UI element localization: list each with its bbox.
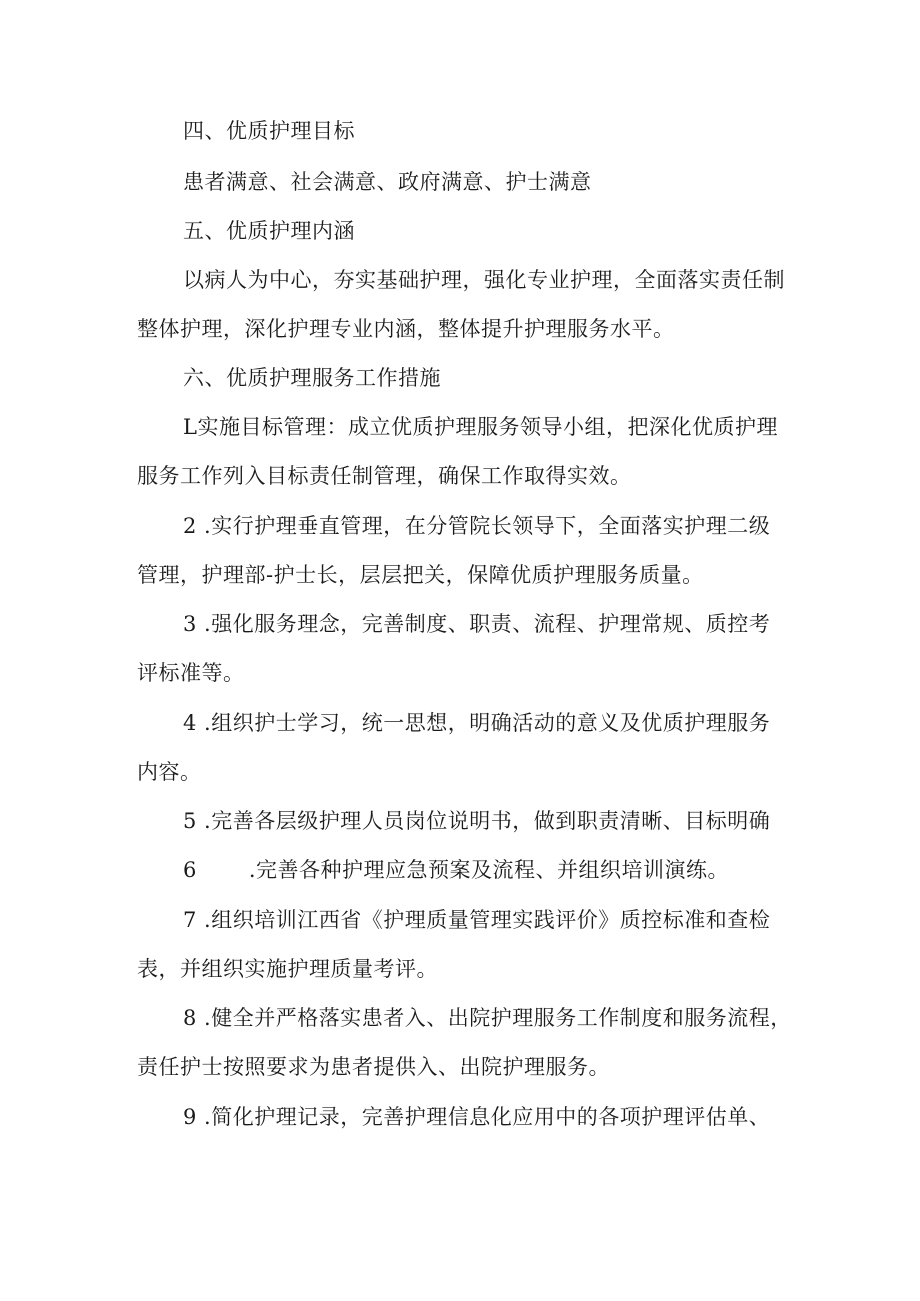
list-item-6-text: .完善各种护理应急预案及流程、并组织培训演练。 bbox=[248, 858, 730, 882]
list-item-2-cont: 管理，护理部-护士长，层层把关，保障优质护理服务质量。 bbox=[137, 563, 704, 587]
list-item-6-number: 6 bbox=[183, 858, 197, 882]
section-heading-six: 六、优质护理服务工作措施 bbox=[183, 366, 441, 390]
paragraph-line: 患者满意、社会满意、政府满意、护士满意 bbox=[183, 170, 592, 194]
paragraph-line: 整体护理，深化护理专业内涵，整体提升护理服务水平。 bbox=[137, 317, 675, 341]
list-item-9: 9 .简化护理记录，完善护理信息化应用中的各项护理评估单、 bbox=[183, 1105, 771, 1129]
list-item-2: 2 .实行护理垂直管理，在分管院长领导下，全面落实护理二级 bbox=[183, 514, 771, 538]
list-item-1: L实施目标管理：成立优质护理服务领导小组，把深化优质护理 bbox=[183, 415, 778, 439]
list-item-1-cont: 服务工作列入目标责任制管理，确保工作取得实效。 bbox=[137, 464, 632, 488]
list-item-4: 4 .组织护士学习，统一思想，明确活动的意义及优质护理服务 bbox=[183, 711, 771, 735]
list-item-3: 3 .强化服务理念，完善制度、职责、流程、护理常规、质控考 bbox=[183, 612, 771, 636]
list-item-4-cont: 内容。 bbox=[137, 760, 202, 784]
list-item-5: 5 .完善各层级护理人员岗位说明书，做到职责清晰、目标明确 bbox=[183, 809, 771, 833]
list-item-8-cont: 责任护士按照要求为患者提供入、出院护理服务。 bbox=[137, 1055, 610, 1079]
list-item-3-cont: 评标准等。 bbox=[137, 661, 245, 685]
section-heading-four: 四、优质护理目标 bbox=[183, 119, 355, 143]
list-item-8: 8 .健全并严格落实患者入、出院护理服务工作制度和服务流程， bbox=[183, 1006, 792, 1030]
list-item-7: 7 .组织培训江西省《护理质量管理实践评价》质控标准和查检 bbox=[183, 908, 771, 932]
list-item-7-cont: 表，并组织实施护理质量考评。 bbox=[137, 957, 438, 981]
list-item-6 bbox=[183, 856, 729, 884]
section-heading-five: 五、优质护理内涵 bbox=[183, 219, 355, 243]
paragraph-line: 以病人为中心，夯实基础护理，强化专业护理，全面落实责任制 bbox=[183, 268, 785, 292]
